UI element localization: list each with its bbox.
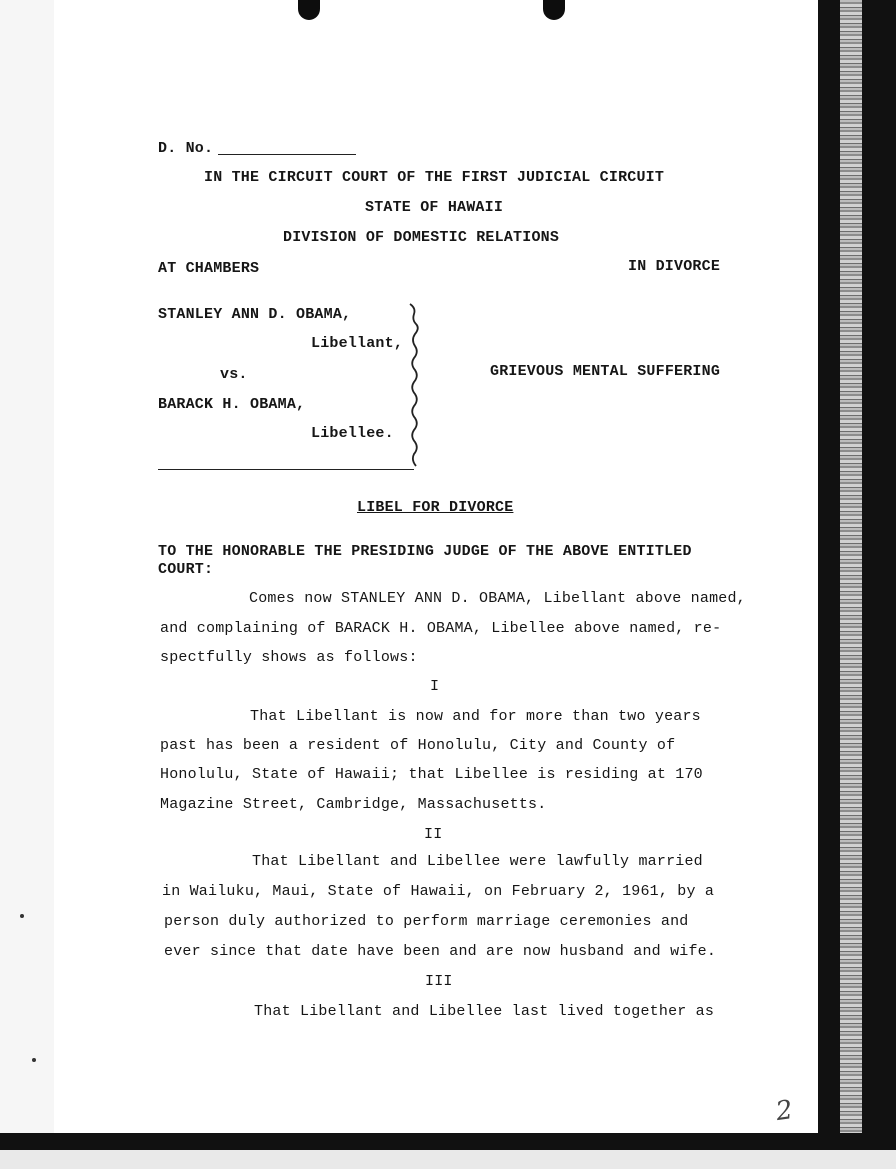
scan-speck (32, 1058, 36, 1062)
caption-party1: STANLEY ANN D. OBAMA, (158, 306, 352, 323)
address-line2: COURT: (158, 561, 214, 578)
intro-line: and complaining of BARACK H. OBAMA, Libellee above named, re- (160, 620, 722, 637)
grounds: GRIEVOUS MENTAL SUFFERING (490, 363, 721, 380)
section-line: Magazine Street, Cambridge, Massachusetts. (160, 796, 547, 813)
docket-label: D. No. (158, 140, 214, 157)
docket-number-blank (218, 154, 356, 155)
scan-bottom-fade (0, 1150, 896, 1169)
scan-right-speckle (840, 0, 862, 1169)
in-divorce: IN DIVORCE (628, 258, 721, 275)
intro-line: Comes now STANLEY ANN D. OBAMA, Libellant above named, (249, 590, 746, 607)
caption-rule (158, 469, 414, 470)
at-chambers: AT CHAMBERS (158, 260, 260, 277)
caption-role2: Libellee. (311, 425, 394, 442)
scan-left-margin (0, 0, 54, 1150)
caption-brace (404, 300, 424, 470)
section-line: That Libellant and Libellee last lived together as (254, 1003, 715, 1020)
document-title: LIBEL FOR DIVORCE (357, 499, 514, 516)
section-line: Honolulu, State of Hawaii; that Libellee is residing at 170 (160, 766, 703, 783)
state-line: STATE OF HAWAII (365, 199, 504, 216)
punch-hole-left (298, 0, 320, 20)
address-line1: TO THE HONORABLE THE PRESIDING JUDGE OF THE ABOVE ENTITLED (158, 543, 692, 560)
page-number: 2 (773, 1094, 795, 1128)
section-line: That Libellant and Libellee were lawfully married (252, 853, 703, 870)
scan-speck (20, 914, 24, 918)
section-line: ever since that date have been and are now husband and wife. (164, 943, 717, 960)
section-line: That Libellant is now and for more than two years (250, 708, 701, 725)
section-numeral: I (430, 678, 440, 695)
section-line: person duly authorized to perform marriage ceremonies and (164, 913, 689, 930)
section-line: in Wailuku, Maui, State of Hawaii, on February 2, 1961, by a (162, 883, 715, 900)
intro-line: spectfully shows as follows: (160, 649, 418, 666)
section-numeral: III (425, 973, 453, 990)
court-line: IN THE CIRCUIT COURT OF THE FIRST JUDICIAL CIRCUIT (204, 169, 665, 186)
caption-role1: Libellant, (311, 335, 404, 352)
division-line: DIVISION OF DOMESTIC RELATIONS (283, 229, 560, 246)
section-line: past has been a resident of Honolulu, City and County of (160, 737, 676, 754)
caption-party2: BARACK H. OBAMA, (158, 396, 306, 413)
caption-versus: vs. (220, 366, 248, 383)
section-numeral: II (424, 826, 443, 843)
punch-hole-right (543, 0, 565, 20)
